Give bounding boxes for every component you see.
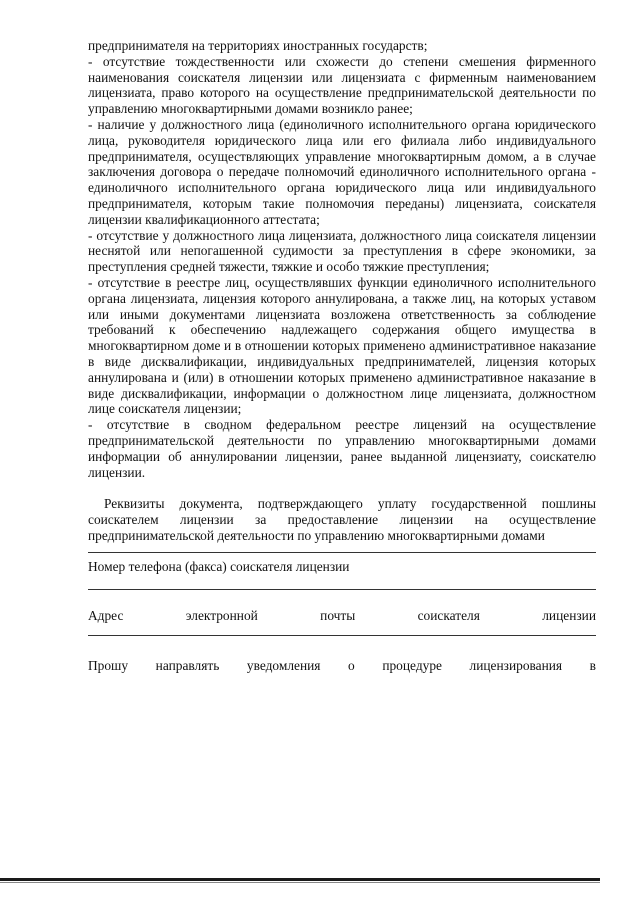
- page-bottom-edge-shadow: [0, 882, 600, 883]
- page-bottom-edge: [0, 878, 600, 881]
- requisites-fill-line[interactable]: [88, 552, 596, 553]
- paragraph-disqualification-registry: - отсутствие в реестре лиц, осуществлявших функции единоличного исполнительного органа лицензиата, лицензия которого аннулирована, а также лиц, на которых уставом или иными документами лицензиата возложена ответственность за соблюдение требований к обеспечению надлежащего содержания общего имущества в многоквартирном доме и в отношении которых применено административное наказание в виде дисквалификации, индивидуальных предпринимателей, лицензия которых аннулирована и (или) в отношении которых применено административное наказание в виде дисквалификации, информации о должностном лице лицензиата, должностном лице соискателя лицензии;: [88, 274, 596, 417]
- email-label: Адрес электронной почты соискателя лицензии: [88, 607, 596, 623]
- paragraph-qualification-certificate: - наличие у должностного лица (единоличного исполнительного органа юридического лица, руководителя юридического лица или его филиала либо индивидуального предпринимателя, осуществляющих управление многоквартирным домом, а в случае заключения договора о передаче полномочий единоличного исполнительного органа - единоличного исполнительного органа юридического лица или индивидуального предпринимателя, которым такие полномочия переданы) лицензиата, соискателя лицензии квалификационного аттестата;: [88, 116, 596, 227]
- document-page: [88, 38, 596, 674]
- phone-fill-line[interactable]: [88, 589, 596, 590]
- email-fill-line[interactable]: [88, 635, 596, 636]
- notification-request-line: Прошу направлять уведомления о процедуре лицензирования в: [88, 658, 596, 674]
- paragraph-criminal-record: - отсутствие у должностного лица лицензиата, должностного лица соискателя лицензии неснятой или непогашенной судимости за преступления в сфере экономики, за преступления средней тяжести, тяжкие и особо тяжкие преступления;: [88, 227, 596, 275]
- phone-label: Номер телефона (факса) соискателя лицензии: [88, 558, 350, 574]
- paragraph-license-registry: - отсутствие в сводном федеральном реестре лицензий на осуществление предпринимательской деятельности по управлению многоквартирными домами информации об аннулировании лицензии, ранее выданной лицензиату, соискателю лицензии.: [88, 417, 596, 480]
- paragraph-company-name: - отсутствие тождественности или схожести до степени смешения фирменного наименования соискателя лицензии или лицензиата с фирменным наименованием лицензиата, право которого на осуществление предпринимательской деятельности по управлению многоквартирными домами возникло ранее;: [88, 53, 596, 117]
- requisites-paragraph: Реквизиты документа, подтверждающего уплату государственной пошлины соискателем лицензии за предоставление лицензии на осуществление предпринимательской деятельности по управлению многоквартирными домами: [88, 496, 596, 543]
- paragraph-foreign-states: предпринимателя на территориях иностранных государств;: [88, 38, 428, 53]
